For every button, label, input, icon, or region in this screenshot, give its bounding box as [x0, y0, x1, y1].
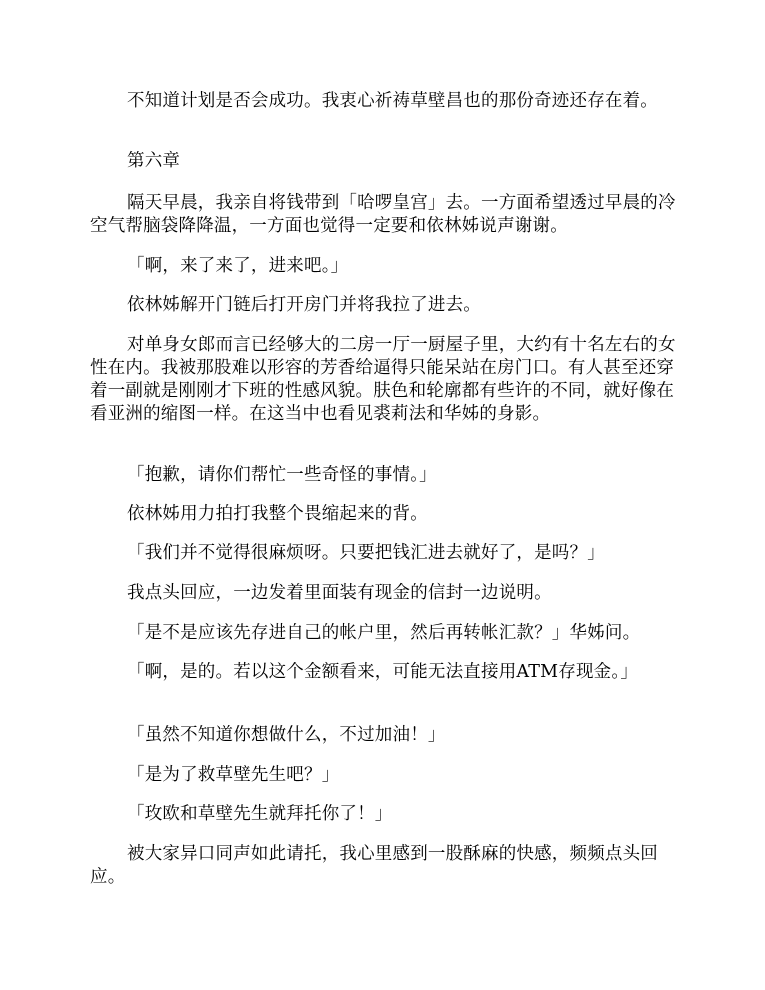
paragraph-9: 「我们并不觉得很麻烦呀。只要把钱汇进去就好了，是吗？」	[127, 543, 605, 563]
paragraph-5: 依林姊解开门链后打开房门并将我拉了进去。	[127, 295, 481, 315]
paragraph-14: 「是为了救草壁先生吧？」	[127, 765, 340, 785]
paragraph-6: 对单身女郎而言已经够大的二房一厅一厨屋子里，大约有十名左右的女性在内。我被那股难以形容的芳香给逼得只能呆站在房门口。有人甚至还穿着一副就是刚刚才下班的性感风貌。肤色和轮廓都有些许的不同，就好像在看亚洲的缩图一样。在这当中也看见裘莉法和华姊的身影。	[90, 335, 676, 424]
paragraph-10: 我点头回应，一边发着里面装有现金的信封一边说明。	[127, 583, 552, 603]
paragraph-1: 不知道计划是否会成功。我衷心祈祷草壁昌也的那份奇迹还存在着。	[127, 91, 658, 111]
paragraph-7: 「抱歉，请你们帮忙一些奇怪的事情。」	[127, 465, 437, 485]
paragraph-3: 隔天早晨，我亲自将钱带到「哈啰皇宫」去。一方面希望透过早晨的冷空气帮脑袋降降温，一方面也觉得一定要和依林姊说声谢谢。	[90, 193, 676, 236]
paragraph-11: 「是不是应该先存进自己的帐户里，然后再转帐汇款？」华姊问。	[127, 623, 641, 643]
paragraph-12: 「啊，是的。若以这个金额看来，可能无法直接用ATM存现金。」	[127, 662, 639, 682]
paragraph-15: 「玫欧和草壁先生就拜托你了！」	[127, 804, 393, 824]
paragraph-8: 依林姊用力拍打我整个畏缩起来的背。	[127, 504, 428, 524]
paragraph-4: 「啊，来了来了，进来吧。」	[127, 256, 349, 276]
paragraph-16: 被大家异口同声如此请托，我心里感到一股酥麻的快感，频频点头回应。	[90, 844, 658, 887]
chapter-heading: 第六章	[127, 151, 181, 171]
paragraph-13: 「虽然不知道你想做什么，不过加油！」	[127, 725, 446, 745]
